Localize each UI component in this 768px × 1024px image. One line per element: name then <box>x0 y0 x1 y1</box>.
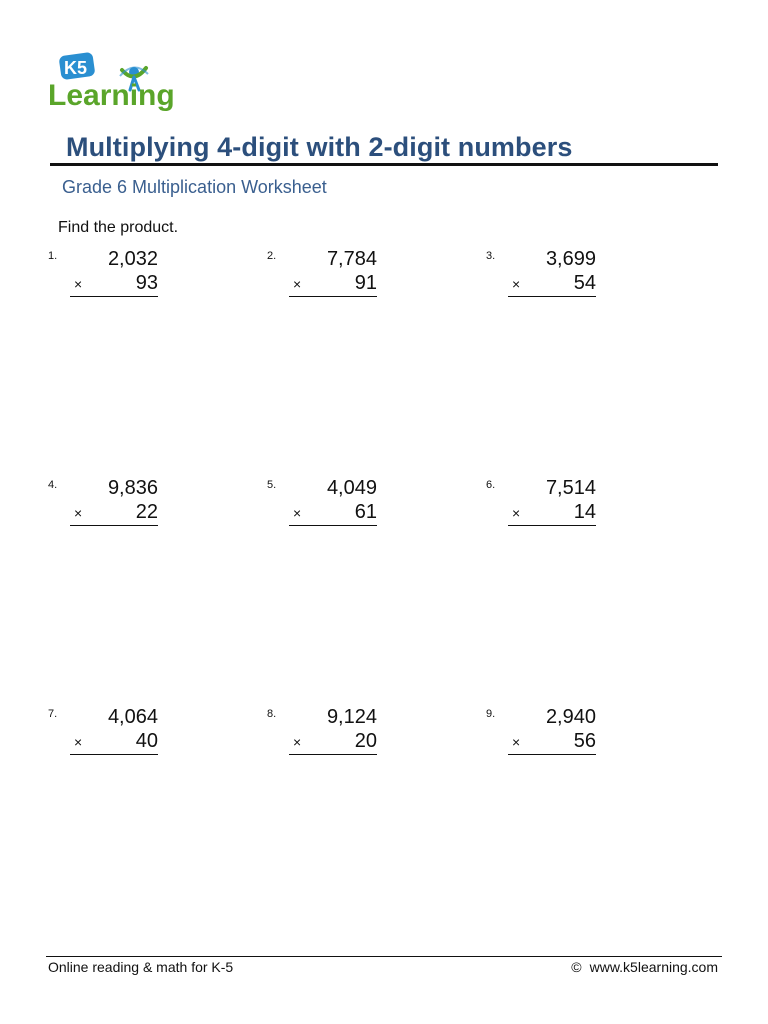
problem-3 <box>486 250 596 310</box>
multiply-sign: × <box>74 276 83 292</box>
multiply-sign: × <box>293 734 302 750</box>
multiplicand: 4,049 <box>326 477 377 499</box>
problem-8 <box>267 708 377 768</box>
footer-divider <box>46 956 722 957</box>
problem-number: 1. <box>48 250 58 262</box>
multiply-sign: × <box>293 505 302 521</box>
problem-number: 9. <box>486 708 496 720</box>
page-title: Multiplying 4-digit with 2-digit numbers <box>66 132 573 162</box>
multiplier: 20 <box>354 730 377 752</box>
multiplier: 22 <box>135 501 158 523</box>
answer-line <box>70 525 158 526</box>
logo-k5-text: K5 <box>64 58 88 78</box>
multiply-sign: × <box>74 734 83 750</box>
problem-6 <box>486 479 596 539</box>
problem-number: 4. <box>48 479 58 491</box>
multiplicand: 7,784 <box>326 248 377 270</box>
problem-number: 3. <box>486 250 496 262</box>
footer-tagline: Online reading & math for K-5 <box>48 959 234 975</box>
multiplicand: 9,124 <box>326 706 377 728</box>
problem-number: 8. <box>267 708 277 720</box>
footer-website <box>571 959 718 975</box>
copyright-symbol: © <box>571 959 582 975</box>
k5-learning-logo <box>48 50 188 114</box>
multiplier: 56 <box>573 730 596 752</box>
problem-4 <box>48 479 158 539</box>
multiply-sign: × <box>512 276 521 292</box>
problem-number: 5. <box>267 479 277 491</box>
problem-9 <box>486 708 596 768</box>
problem-number: 2. <box>267 250 277 262</box>
problem-5 <box>267 479 377 539</box>
problem-number: 6. <box>486 479 496 491</box>
answer-line <box>70 754 158 755</box>
answer-line <box>70 296 158 297</box>
page-subtitle: Grade 6 Multiplication Worksheet <box>62 177 327 197</box>
multiplicand: 9,836 <box>107 477 158 499</box>
multiplicand: 4,064 <box>107 706 158 728</box>
multiplier: 54 <box>573 272 596 294</box>
multiplicand: 2,940 <box>545 706 596 728</box>
multiply-sign: × <box>293 276 302 292</box>
multiplier: 40 <box>135 730 158 752</box>
multiply-sign: × <box>512 734 521 750</box>
answer-line <box>289 525 377 526</box>
multiplier: 91 <box>354 272 377 294</box>
problem-number: 7. <box>48 708 58 720</box>
multiplicand: 2,032 <box>107 248 158 270</box>
multiply-sign: × <box>74 505 83 521</box>
instructions: Find the product. <box>58 219 179 236</box>
problem-7 <box>48 708 158 768</box>
multiplier: 14 <box>573 501 596 523</box>
logo-learning-text: Learning <box>48 79 175 112</box>
multiplier: 61 <box>354 501 377 523</box>
answer-line <box>289 754 377 755</box>
answer-line <box>508 296 596 297</box>
multiplicand: 3,699 <box>545 248 596 270</box>
answer-line <box>508 525 596 526</box>
multiplier: 93 <box>135 272 158 294</box>
multiply-sign: × <box>512 505 521 521</box>
problem-2 <box>267 250 377 310</box>
title-divider <box>50 163 718 166</box>
multiplicand: 7,514 <box>545 477 596 499</box>
website-link[interactable]: www.k5learning.com <box>589 959 718 975</box>
problem-1 <box>48 250 158 310</box>
answer-line <box>289 296 377 297</box>
answer-line <box>508 754 596 755</box>
